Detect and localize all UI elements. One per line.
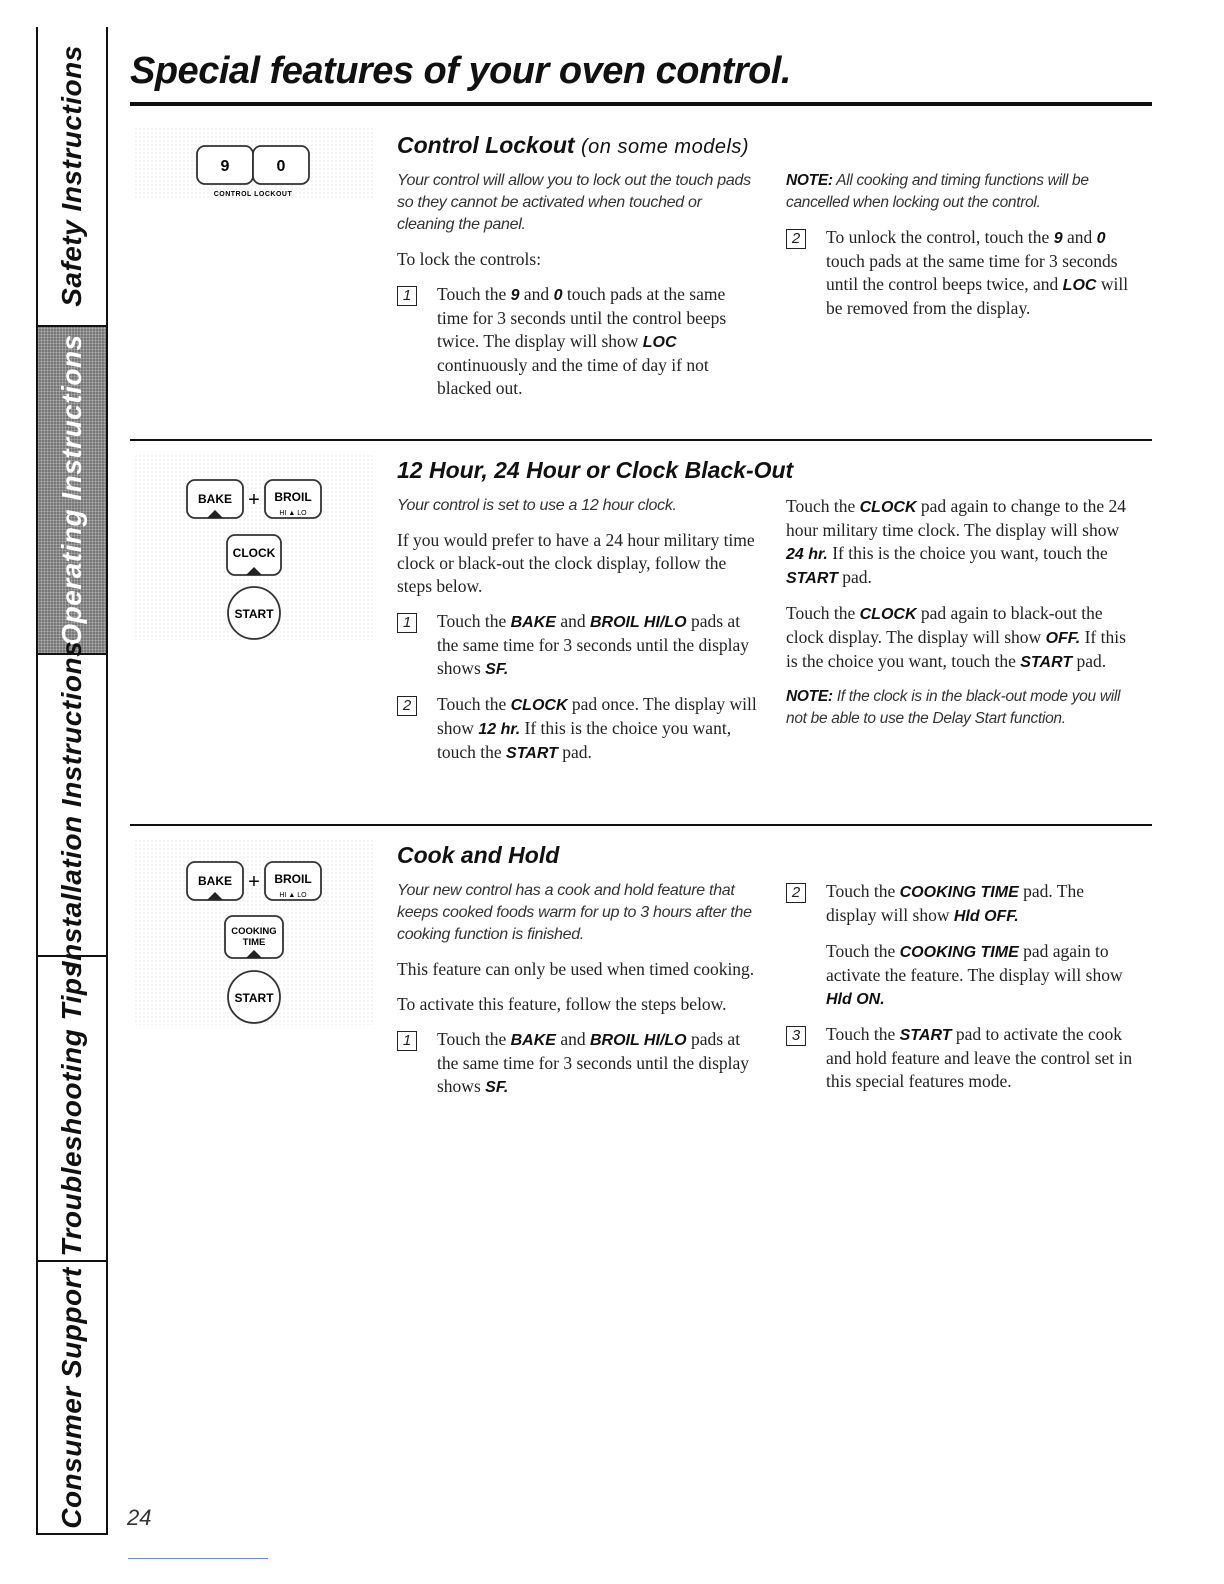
step-text: Touch the bbox=[437, 694, 511, 714]
display-code: OFF. bbox=[1045, 630, 1081, 647]
step-text: and bbox=[555, 1029, 590, 1049]
start-label: START bbox=[234, 991, 274, 1005]
section-intro: Your control will allow you to lock out the touch pads so they cannot be activated when touched or cleaning the panel. bbox=[397, 172, 751, 233]
text: pad again to activate the feature. The display will show bbox=[826, 941, 1123, 985]
section-title-text: Control Lockout bbox=[397, 132, 575, 158]
note-label: NOTE: bbox=[786, 688, 833, 705]
text: Touch the bbox=[786, 603, 860, 623]
footer-line bbox=[128, 1558, 268, 1559]
display-code: SF. bbox=[485, 661, 509, 678]
step-text: pads at the same time for 3 seconds until the display shows bbox=[437, 1029, 750, 1096]
display-code: Hld OFF. bbox=[953, 908, 1019, 925]
step-text: touch pads at the same time for 3 seconds until the control beeps twice, and bbox=[826, 251, 1118, 294]
tab-installation-instructions[interactable] bbox=[38, 640, 106, 970]
text: pad again to change to the 24 hour military time clock. The display will show bbox=[786, 496, 1126, 540]
step-number: 3 bbox=[786, 1026, 806, 1046]
step-number: 2 bbox=[786, 229, 806, 249]
paragraph bbox=[786, 940, 1136, 1011]
paragraph: This feature can only be used when timed cooking. bbox=[397, 959, 755, 979]
step-text: Touch the bbox=[826, 881, 900, 901]
text: Touch the bbox=[826, 941, 900, 961]
display-code: LOC bbox=[1062, 277, 1097, 294]
step-text: pad to activate the cook and hold feature and leave the control set in this special features mode. bbox=[826, 1024, 1133, 1091]
step-number: 1 bbox=[397, 613, 417, 633]
cook-and-hold-left-column bbox=[397, 880, 757, 1111]
section-divider bbox=[130, 824, 1152, 826]
display-code: SF. bbox=[485, 1079, 509, 1096]
section-title-clock: 12 Hour, 24 Hour or Clock Black-Out bbox=[397, 457, 794, 483]
control-lockout-diagram bbox=[135, 128, 375, 208]
tab-label: Safety Instructions bbox=[56, 45, 87, 307]
step-text: and bbox=[519, 284, 554, 304]
key-label: BROIL HI/LO bbox=[590, 614, 687, 631]
tab-consumer-support[interactable] bbox=[38, 1262, 106, 1535]
plus-sign: + bbox=[248, 871, 260, 893]
step-text: and bbox=[1062, 227, 1097, 247]
plus-sign: + bbox=[248, 489, 260, 511]
tab-troubleshooting-tips[interactable] bbox=[38, 957, 106, 1262]
step-text: touch pads at the same time for 3 seconds until the control beeps twice. The display will show bbox=[437, 284, 727, 351]
text: Touch the bbox=[786, 496, 860, 516]
paragraph bbox=[786, 602, 1136, 674]
page-title: Special features of your oven control. bbox=[130, 50, 791, 92]
note-text: All cooking and timing functions will be cancelled when locking out the control. bbox=[786, 172, 1089, 211]
step-text: pads at the same time for 3 seconds until the display shows bbox=[437, 611, 750, 678]
tab-label: Troubleshooting Tips bbox=[56, 960, 87, 1257]
text: pad. bbox=[1072, 651, 1107, 671]
key-label: 9 bbox=[510, 287, 520, 304]
control-lockout-left-column bbox=[397, 170, 757, 412]
step-1 bbox=[397, 610, 757, 681]
step-2 bbox=[397, 693, 757, 765]
key-label: START bbox=[506, 745, 558, 762]
cook-and-hold-diagram bbox=[135, 840, 375, 1035]
text: pad again to black-out the clock display. The display will show bbox=[786, 603, 1103, 647]
time-label: TIME bbox=[242, 937, 266, 948]
section-title-control-lockout bbox=[397, 132, 749, 159]
step-text: pad. The display will show bbox=[826, 881, 1085, 925]
key-label: BAKE bbox=[510, 614, 556, 631]
paragraph: To activate this feature, follow the steps below. bbox=[397, 994, 727, 1014]
step-3 bbox=[786, 1023, 1136, 1093]
key-label: 9 bbox=[1053, 230, 1063, 247]
text: pad. bbox=[837, 567, 872, 587]
note bbox=[786, 686, 1136, 730]
step-number: 2 bbox=[397, 696, 417, 716]
key-label: COOKING TIME bbox=[899, 884, 1019, 901]
broil-hilo-label: HI ▲ LO bbox=[279, 510, 307, 517]
note bbox=[786, 170, 1146, 214]
step-text: Touch the bbox=[437, 284, 511, 304]
step-text: Touch the bbox=[826, 1024, 900, 1044]
step-text: pad once. The display will show bbox=[437, 694, 757, 738]
step-text: If this is the choice you want, touch the bbox=[437, 718, 732, 762]
step-text: continuously and the time of day if not blacked out. bbox=[437, 355, 709, 398]
broil-label: BROIL bbox=[274, 490, 312, 504]
clock-label: CLOCK bbox=[232, 546, 276, 560]
note-label: NOTE: bbox=[786, 172, 833, 189]
pad-0-label: 0 bbox=[276, 158, 286, 175]
step-text: pad. bbox=[557, 742, 592, 762]
text: If this is the choice you want, touch the bbox=[786, 627, 1126, 671]
tab-operating-instructions[interactable] bbox=[38, 327, 106, 655]
display-code: 24 hr. bbox=[786, 546, 828, 563]
key-label: CLOCK bbox=[510, 697, 568, 714]
step-number: 1 bbox=[397, 1031, 417, 1051]
key-label: CLOCK bbox=[859, 606, 917, 623]
step-2 bbox=[786, 226, 1146, 320]
clock-right-column bbox=[786, 495, 1136, 742]
clock-diagram bbox=[135, 455, 375, 650]
step-1 bbox=[397, 1028, 757, 1099]
step-number: 2 bbox=[786, 883, 806, 903]
key-label: 0 bbox=[553, 287, 563, 304]
key-label: BROIL HI/LO bbox=[590, 1032, 687, 1049]
step-text: will be removed from the display. bbox=[826, 274, 1129, 318]
clock-left-column bbox=[397, 495, 757, 777]
key-label: START bbox=[786, 570, 838, 587]
key-label: 0 bbox=[1096, 230, 1106, 247]
cook-and-hold-right-column bbox=[786, 880, 1136, 1105]
bake-label: BAKE bbox=[197, 874, 233, 888]
sidebar-nav bbox=[36, 27, 108, 1535]
display-code: LOC bbox=[642, 334, 677, 351]
section-subtitle: (on some models) bbox=[580, 136, 750, 158]
section-intro: Your control is set to use a 12 hour clock. bbox=[397, 497, 677, 514]
start-label: START bbox=[234, 607, 274, 621]
broil-hilo-label: HI ▲ LO bbox=[279, 892, 307, 899]
step-2 bbox=[786, 880, 1136, 928]
tab-label: Consumer Support bbox=[56, 1266, 87, 1529]
step-text: and bbox=[555, 611, 590, 631]
section-intro: Your new control has a cook and hold feature that keeps cooked foods warm for up to 3 hours after the cooking function is finished. bbox=[397, 882, 752, 943]
pad-9-label: 9 bbox=[220, 158, 230, 175]
step-text: Touch the bbox=[437, 611, 511, 631]
step-number: 1 bbox=[397, 286, 417, 306]
section-title-cook-and-hold: Cook and Hold bbox=[397, 842, 560, 868]
step-text: Touch the bbox=[437, 1029, 511, 1049]
note-text: If the clock is in the black-out mode you will not be able to use the Delay Start function. bbox=[786, 688, 1121, 727]
title-rule bbox=[130, 102, 1152, 106]
text: If this is the choice you want, touch the bbox=[827, 543, 1108, 563]
tab-label: Installation Instructions bbox=[56, 640, 87, 970]
key-label: START bbox=[1020, 654, 1073, 671]
display-code: Hld ON. bbox=[826, 991, 885, 1008]
paragraph: To lock the controls: bbox=[397, 249, 542, 269]
cooking-label: COOKING bbox=[231, 926, 277, 937]
tab-label: Operating Instructions bbox=[56, 334, 87, 646]
page-number: 24 bbox=[127, 1505, 152, 1530]
paragraph: If you would prefer to have a 24 hour military time clock or black-out the clock display, follow the steps below. bbox=[397, 530, 755, 596]
control-lockout-right-column bbox=[786, 170, 1146, 332]
paragraph bbox=[786, 495, 1136, 590]
control-lockout-caption: CONTROL LOCKOUT bbox=[213, 191, 293, 198]
broil-label: BROIL bbox=[274, 872, 312, 886]
key-label: CLOCK bbox=[859, 499, 917, 516]
key-label: COOKING TIME bbox=[899, 944, 1019, 961]
tab-safety-instructions[interactable] bbox=[38, 27, 106, 327]
step-text: To unlock the control, touch the bbox=[826, 227, 1054, 247]
step-1 bbox=[397, 283, 757, 400]
display-code: 12 hr. bbox=[478, 721, 521, 738]
key-label: START bbox=[899, 1027, 952, 1044]
key-label: BAKE bbox=[510, 1032, 556, 1049]
bake-label: BAKE bbox=[197, 492, 233, 506]
section-divider bbox=[130, 439, 1152, 441]
